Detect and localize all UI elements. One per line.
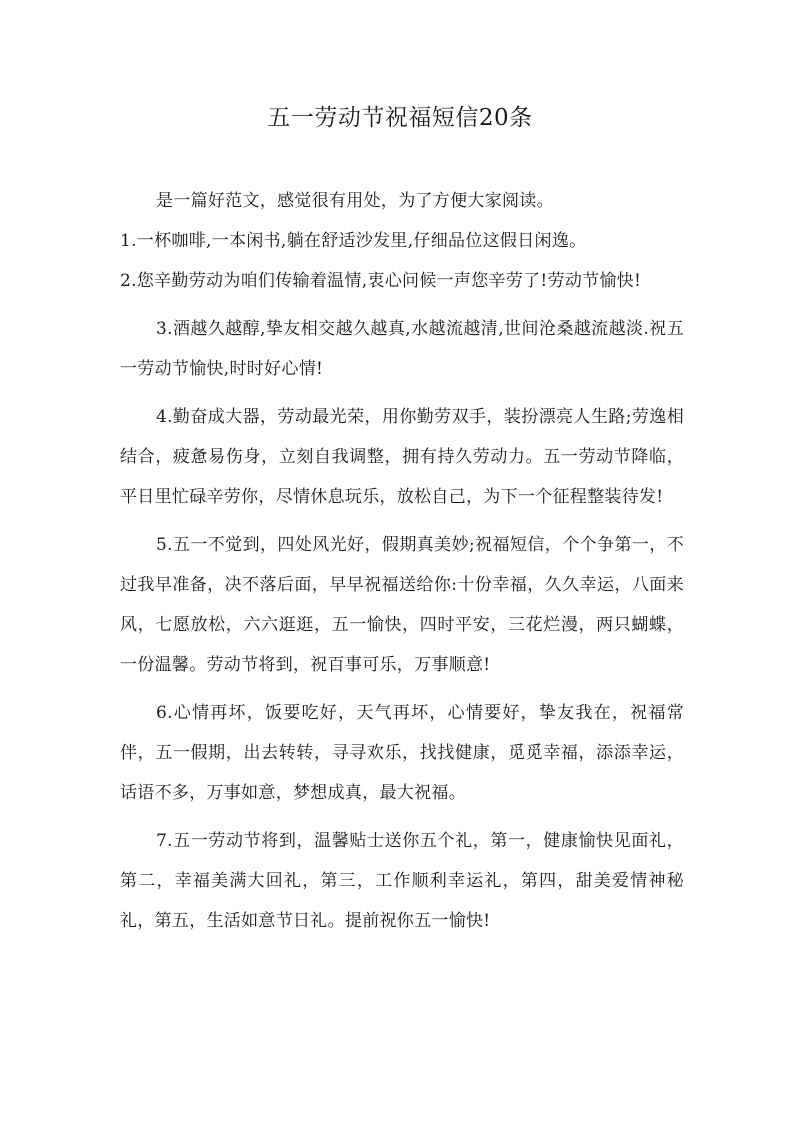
list-item: 5.五一不觉到，四处风光好，假期真美妙;祝福短信，个个争第一，不过我早准备，决不落后面，早早祝福送给你:十份幸福，久久幸运，八面来风，七愿放松，六六逛逛，五一愉快，四时平安，三花烂漫，两只蝴蝶，一份温馨。劳动节将到，祝百事可乐，万事顺意! (120, 535, 684, 675)
list-item: 6.心情再坏，饭要吃好，天气再坏，心情要好，挚友我在，祝福常伴，五一假期，出去转转，寻寻欢乐，找找健康，觅觅幸福，添添幸运，话语不多，万事如意，梦想成真，最大祝福。 (120, 703, 684, 803)
list-item: 7.五一劳动节将到，温馨贴士送你五个礼，第一，健康愉快见面礼，第二，幸福美满大回礼，第三，工作顺利幸运礼，第四，甜美爱情神秘礼，第五，生活如意节日礼。提前祝你五一愉快! (120, 831, 684, 931)
document-body (120, 181, 684, 941)
list-item: 1.一杯咖啡,一本闲书,躺在舒适沙发里,仔细品位这假日闲逸。 (120, 231, 587, 251)
document-title: 五一劳动节祝福短信20条 (267, 105, 533, 131)
intro-paragraph: 是一篇好范文，感觉很有用处，为了方便大家阅读。 (156, 191, 554, 211)
list-item: 3.酒越久越醇,挚友相交越久越真,水越流越清,世间沧桑越流越淡.祝五一劳动节愉快,时时好心情! (120, 319, 684, 379)
list-item: 2.您辛勤劳动为咱们传输着温情,衷心问候一声您辛劳了!劳动节愉快! (120, 271, 642, 291)
list-item: 4.勤奋成大器，劳动最光荣，用你勤劳双手，装扮漂亮人生路;劳逸相结合，疲惫易伤身，立刻自我调整，拥有持久劳动力。五一劳动节降临，平日里忙碌辛劳你，尽情休息玩乐，放松自己，为下一个征程整装待发! (120, 407, 684, 507)
